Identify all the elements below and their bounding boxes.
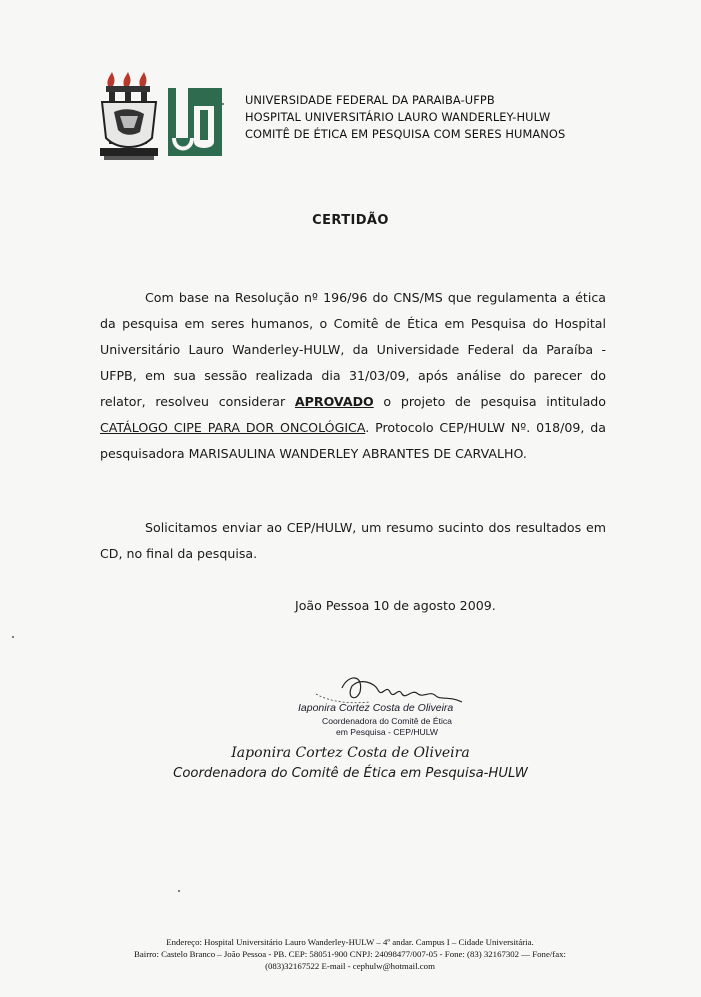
paper-speck	[222, 103, 224, 105]
address-footer	[60, 936, 640, 972]
paragraph-text-part3: . Protocolo CEP/HULW Nº. 018/09, da pesquisadora MARISAULINA WANDERLEY ABRANTES DE CARVALHO.	[100, 420, 606, 461]
header-hospital: HOSPITAL UNIVERSITÁRIO LAURO WANDERLEY-HULW	[245, 110, 551, 124]
certificate-paragraph	[100, 285, 606, 467]
header-committee: COMITÊ DE ÉTICA EM PESQUISA COM SERES HUMANOS	[245, 127, 566, 141]
signatory-role: Coordenadora do Comitê de Ética em Pesquisa-HULW	[173, 766, 528, 781]
signatory-name: Iaponira Cortez Costa de Oliveira	[231, 745, 470, 761]
request-paragraph	[100, 515, 606, 567]
stamp-name: Iaponira Cortez Costa de Oliveira	[298, 702, 454, 714]
footer-email: (083)32167522 E-mail - cephulw@hotmail.com	[265, 961, 435, 971]
footer-address: Endereço: Hospital Universitário Lauro Wanderley-HULW – 4º andar. Campus I – Cidade Universitária.	[166, 937, 534, 947]
hulw-logo-icon	[166, 86, 224, 158]
stamp-role	[302, 716, 472, 738]
paper-speck	[178, 890, 180, 892]
paragraph-text-part2: o projeto de pesquisa intitulado	[373, 394, 606, 409]
approved-status: APROVADO	[294, 394, 374, 409]
institution-header	[245, 92, 675, 143]
ufpb-logo-icon	[100, 72, 158, 162]
request-text: Solicitamos enviar ao CEP/HULW, um resumo sucinto dos resultados em CD, no final da pesquisa.	[100, 520, 606, 561]
stamp-role-line1: Coordenadora do Comitê de Ética	[322, 716, 452, 726]
document-title: CERTIDÃO	[312, 213, 389, 228]
project-title: CATÁLOGO CIPE PARA DOR ONCOLÓGICA	[100, 420, 366, 435]
paragraph-text-part1: Com base na Resolução nº 196/96 do CNS/MS que regulamenta a ética da pesquisa em seres humanos, o Comitê de Ética em Pesquisa do Hospital Universitário Lauro Wanderley-HULW, da Universidade Federal da Paraíba - UFPB, em sua sessão realizada dia 31/03/09, após análise do parecer do relator, resolveu considerar	[100, 290, 606, 409]
paper-speck	[12, 636, 14, 638]
stamp-role-line2: em Pesquisa - CEP/HULW	[335, 727, 439, 737]
header-university: UNIVERSIDADE FEDERAL DA PARAIBA-UFPB	[245, 93, 495, 107]
place-date: João Pessoa 10 de agosto 2009.	[295, 598, 496, 613]
footer-contact: Bairro: Castelo Branco – João Pessoa - PB. CEP: 58051-900 CNPJ: 24098477/007-05 - Fone: (83) 32167302 — Fone/fax:	[133, 949, 566, 959]
